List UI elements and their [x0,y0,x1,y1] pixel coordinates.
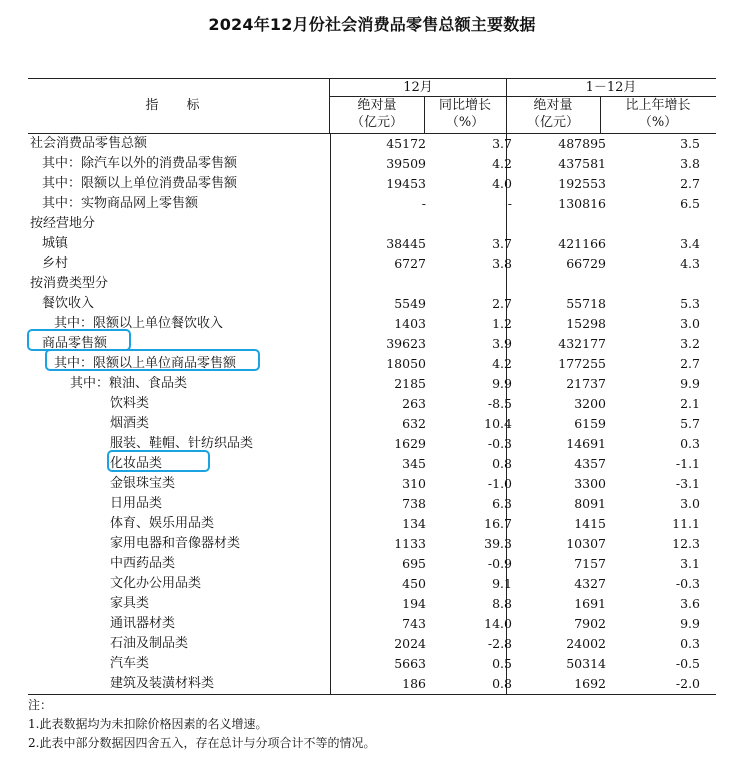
cell-month-yoy: -1.0 [487,476,512,491]
table-row [28,554,716,574]
cell-month-yoy: 10.4 [484,416,512,431]
cell-month-abs: 6727 [394,256,426,271]
header-ytd-abs-label: 绝对量 [533,98,573,113]
cell-ytd-yoy: 2.7 [680,176,700,191]
table-body [28,134,716,694]
notes [28,696,375,753]
cell-month-yoy: 8.8 [492,596,512,611]
header-group-ytd: 1－12月 [506,79,716,97]
page-title: 2024年12月份社会消费品零售总额主要数据 [208,15,536,34]
table-row [28,474,716,494]
cell-ytd-abs: 192553 [558,176,606,191]
row-label: 通讯器材类 [110,616,176,631]
row-label: 家具类 [110,596,150,611]
highlight-box-above-limit-commodity [45,349,260,371]
row-label: 商品零售额 [42,336,108,351]
header-ytd-growth [600,97,716,133]
row-label: 文化办公用品类 [110,576,202,591]
table-row [28,634,716,654]
cell-month-yoy: 39.3 [484,536,512,551]
cell-month-abs: 310 [402,476,426,491]
table-row [28,594,716,614]
cell-ytd-yoy: 3.0 [680,316,700,331]
row-label: 中西药品类 [110,556,176,571]
cell-month-abs: 38445 [386,236,426,251]
cell-ytd-abs: 50314 [566,656,606,671]
table-row [28,294,716,314]
cell-ytd-yoy: 2.7 [680,356,700,371]
cell-ytd-abs: 4327 [574,576,606,591]
row-label: 社会消费品零售总额 [30,136,148,151]
row-label: 家用电器和音像器材类 [110,536,241,551]
cell-month-yoy: 3.7 [492,236,512,251]
cell-month-abs: 695 [402,556,426,571]
cell-ytd-yoy: 3.2 [680,336,700,351]
cell-month-yoy: 0.8 [492,456,512,471]
cell-month-abs: 632 [402,416,426,431]
cell-ytd-abs: 437581 [558,156,606,171]
cell-ytd-abs: 130816 [558,196,606,211]
cell-month-abs: 5663 [394,656,426,671]
table-row [28,134,716,154]
header-month-abs-unit: （亿元） [350,115,403,130]
cell-month-yoy: 0.8 [492,676,512,691]
table-row [28,494,716,514]
cell-month-abs: 39623 [386,336,426,351]
table-row [28,254,716,274]
cell-month-abs: 45172 [386,136,426,151]
header-month-yoy [424,97,506,133]
cell-ytd-yoy: -1.1 [675,456,700,471]
cell-month-yoy: 14.0 [484,616,512,631]
table-row [28,514,716,534]
header-month-abs-label: 绝对量 [357,98,397,113]
highlight-box-commodity-retail [27,329,131,351]
cell-month-abs: 1133 [394,536,426,551]
cell-month-yoy: -8.5 [487,396,512,411]
cell-month-abs: 263 [402,396,426,411]
cell-month-yoy: 16.7 [484,516,512,531]
row-label: 日用品类 [110,496,163,511]
cell-month-yoy: 6.3 [492,496,512,511]
cell-month-abs: 19453 [386,176,426,191]
cell-ytd-yoy: 12.3 [672,536,700,551]
table-row [28,394,716,414]
cell-month-abs: 5549 [394,296,426,311]
table-row [28,654,716,674]
table-row [28,574,716,594]
cell-ytd-yoy: 0.3 [680,436,700,451]
highlight-box-cosmetics [107,450,210,472]
row-label: 城镇 [42,236,69,251]
table-row [28,374,716,394]
cell-ytd-abs: 6159 [574,416,606,431]
cell-ytd-yoy: 3.8 [680,156,700,171]
row-label: 其中：除汽车以外的消费品零售额 [42,156,238,171]
cell-month-yoy: 2.7 [492,296,512,311]
cell-month-abs: 18050 [386,356,426,371]
header-indicator: 指 标 [28,79,330,133]
cell-ytd-abs: 7157 [574,556,606,571]
row-label: 金银珠宝类 [110,476,176,491]
table-row [28,674,716,694]
cell-ytd-abs: 1691 [574,596,606,611]
cell-ytd-abs: 7902 [574,616,606,631]
row-label: 其中：限额以上单位餐饮收入 [54,316,224,331]
note-item: 2.此表中部分数据因四舍五入，存在总计与分项合计不等的情况。 [28,736,376,750]
cell-month-yoy: -0.9 [487,556,512,571]
cell-ytd-abs: 66729 [566,256,606,271]
cell-ytd-yoy: 4.3 [680,256,700,271]
cell-month-yoy: - [507,196,512,211]
table-row [28,194,716,214]
cell-ytd-yoy: 3.5 [680,136,700,151]
table-row [28,154,716,174]
cell-ytd-abs: 10307 [566,536,606,551]
row-label: 餐饮收入 [42,296,95,311]
cell-ytd-abs: 21737 [566,376,606,391]
row-label: 其中：实物商品网上零售额 [42,196,199,211]
table-row [28,614,716,634]
cell-month-abs: 134 [402,516,426,531]
cell-month-yoy: 3.7 [492,136,512,151]
cell-month-abs: 194 [402,596,426,611]
row-label: 建筑及装潢材料类 [110,676,215,691]
table-row [28,234,716,254]
cell-ytd-abs: 421166 [558,236,606,251]
table-row [28,214,716,234]
cell-month-yoy: 4.2 [492,156,512,171]
cell-month-abs: 450 [402,576,426,591]
cell-month-abs: 2185 [394,376,426,391]
row-label: 乡村 [42,256,69,271]
header-ytd-growth-label: 比上年增长 [625,98,691,113]
cell-ytd-abs: 24002 [566,636,606,651]
table-header [28,79,716,134]
header-ytd-abs [506,97,600,133]
cell-month-yoy: 4.0 [492,176,512,191]
row-label: 烟酒类 [110,416,150,431]
cell-month-abs: 345 [402,456,426,471]
cell-month-abs: 738 [402,496,426,511]
notes-heading: 注： [28,698,53,712]
cell-month-abs: 186 [402,676,426,691]
header-month-yoy-unit: （%） [445,115,485,130]
cell-ytd-abs: 1415 [574,516,606,531]
cell-month-abs: 743 [402,616,426,631]
header-month-yoy-label: 同比增长 [438,98,491,113]
row-label: 按经营地分 [30,216,96,231]
row-label: 服装、鞋帽、针纺织品类 [110,436,254,451]
header-group-month: 12月 [330,79,506,97]
cell-ytd-yoy: -2.0 [675,676,700,691]
cell-ytd-abs: 55718 [566,296,606,311]
cell-ytd-yoy: -0.3 [675,576,700,591]
cell-ytd-abs: 3300 [574,476,606,491]
row-label: 石油及制品类 [110,636,189,651]
cell-ytd-abs: 8091 [574,496,606,511]
header-ytd-growth-unit: （%） [638,115,678,130]
cell-ytd-yoy: 3.6 [680,596,700,611]
cell-month-abs: 1629 [394,436,426,451]
row-label: 其中：限额以上单位消费品零售额 [42,176,238,191]
table-row [28,174,716,194]
cell-ytd-yoy: 6.5 [680,196,700,211]
cell-ytd-yoy: 3.0 [680,496,700,511]
cell-month-yoy: -2.8 [487,636,512,651]
row-label: 化妆品类 [110,456,163,471]
cell-ytd-yoy: 5.7 [680,416,700,431]
cell-ytd-yoy: 3.1 [680,556,700,571]
cell-ytd-abs: 3200 [574,396,606,411]
cell-month-yoy: 9.9 [492,376,512,391]
cell-month-abs: 2024 [394,636,426,651]
cell-ytd-abs: 4357 [574,456,606,471]
header-month-abs [330,97,424,133]
cell-ytd-abs: 15298 [566,316,606,331]
cell-ytd-yoy: -0.5 [675,656,700,671]
cell-ytd-abs: 432177 [558,336,606,351]
cell-month-yoy: 9.1 [492,576,512,591]
row-label: 体育、娱乐用品类 [110,516,215,531]
header-ytd-abs-unit: （亿元） [526,115,579,130]
cell-month-abs: 39509 [386,156,426,171]
cell-ytd-yoy: 2.1 [680,396,700,411]
row-label: 其中：限额以上单位商品零售额 [54,356,237,371]
table-row [28,414,716,434]
cell-month-yoy: 1.2 [492,316,512,331]
data-table [28,78,716,695]
cell-month-abs: 1403 [394,316,426,331]
cell-month-yoy: 0.5 [492,656,512,671]
cell-month-yoy: 4.2 [492,356,512,371]
cell-ytd-abs: 14691 [566,436,606,451]
cell-month-yoy: 3.8 [492,256,512,271]
note-item: 1.此表数据均为未扣除价格因素的名义增速。 [28,717,268,731]
cell-month-abs: - [421,196,426,211]
table-row [28,274,716,294]
cell-ytd-yoy: 0.3 [680,636,700,651]
cell-ytd-yoy: 5.3 [680,296,700,311]
row-label: 按消费类型分 [30,276,109,291]
cell-ytd-yoy: 9.9 [680,376,700,391]
cell-ytd-abs: 487895 [558,136,606,151]
cell-month-yoy: 3.9 [492,336,512,351]
cell-ytd-abs: 177255 [558,356,606,371]
cell-ytd-abs: 1692 [574,676,606,691]
row-label: 汽车类 [110,656,150,671]
cell-ytd-yoy: -3.1 [675,476,700,491]
cell-ytd-yoy: 3.4 [680,236,700,251]
cell-ytd-yoy: 9.9 [680,616,700,631]
table-row [28,314,716,334]
table-row [28,534,716,554]
row-label: 饮料类 [110,396,150,411]
cell-month-yoy: -0.3 [487,436,512,451]
cell-ytd-yoy: 11.1 [672,516,700,531]
row-label: 其中：粮油、食品类 [70,376,188,391]
